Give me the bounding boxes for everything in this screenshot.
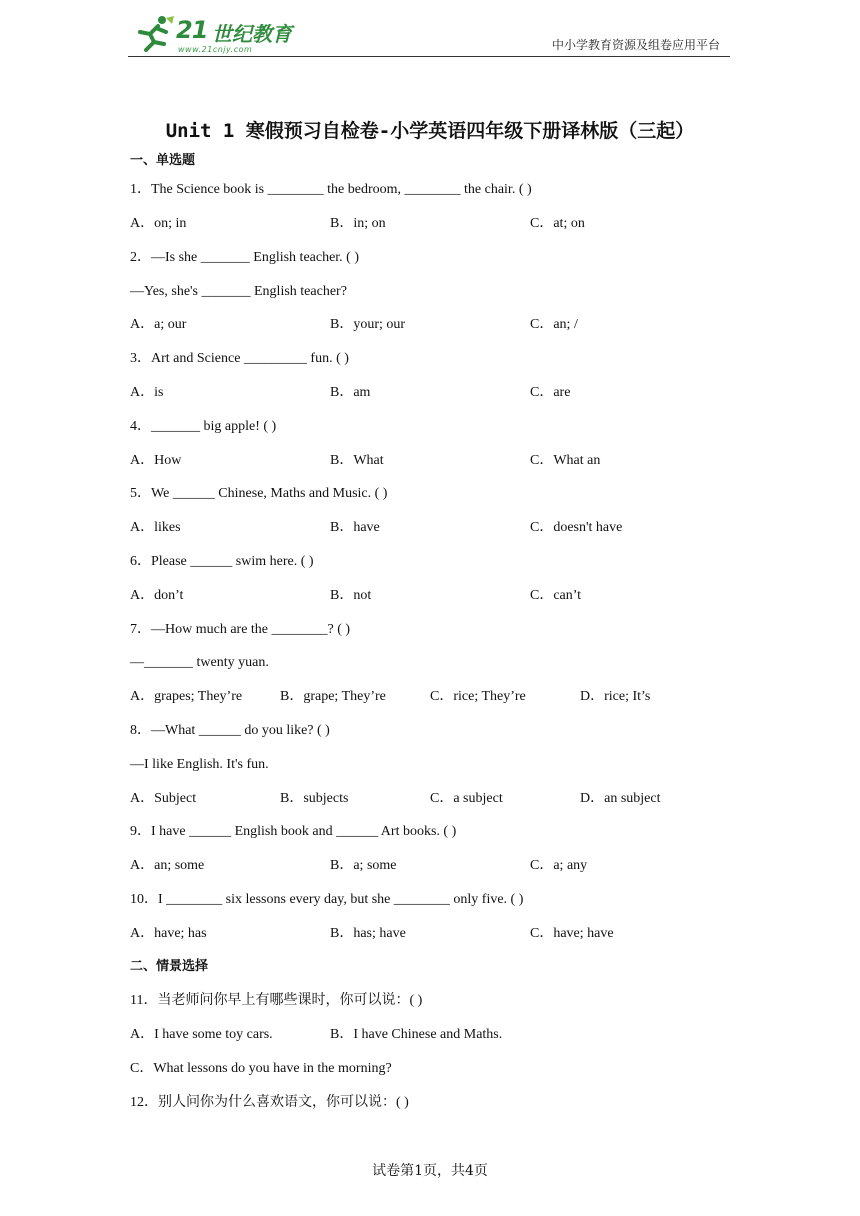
option-a: A．I have some toy cars. xyxy=(130,1027,273,1042)
option-b: B．have xyxy=(330,520,380,535)
option-c: C．a; any xyxy=(530,858,588,873)
option-b: B．has; have xyxy=(330,926,406,941)
logo-name: 世纪教育 xyxy=(212,22,292,46)
option-a: A．have; has xyxy=(130,926,207,941)
option-d: D．rice; It’s xyxy=(580,689,651,704)
option-a: A．an; some xyxy=(130,858,205,873)
question-stem: 9．I have ______ English book and ______ Art books. ( ) xyxy=(130,824,457,839)
platform-name: 中小学教育资源及组卷应用平台 xyxy=(551,38,720,52)
runner-logo-icon xyxy=(132,14,176,54)
option-a: A．likes xyxy=(130,520,181,535)
option-c: C．What lessons do you have in the morning? xyxy=(130,1061,392,1076)
option-a: A．don’t xyxy=(130,588,184,603)
option-c: C．an; / xyxy=(530,317,578,332)
option-d: D．an subject xyxy=(580,791,661,806)
section-heading: 一、单选题 xyxy=(130,153,196,168)
option-b: B．subjects xyxy=(280,791,349,806)
option-b: B．in; on xyxy=(330,216,386,231)
option-c: C．doesn't have xyxy=(530,520,623,535)
page-footer: 试卷第1页，共4页 xyxy=(372,1163,488,1179)
option-c: C．are xyxy=(530,385,571,400)
site-logo xyxy=(132,12,302,56)
option-b: B．not xyxy=(330,588,372,603)
option-c: C．at; on xyxy=(530,216,585,231)
option-b: B．your; our xyxy=(330,317,406,332)
option-b: B．am xyxy=(330,385,371,400)
option-c: C．rice; They’re xyxy=(430,689,526,704)
option-a: A．on; in xyxy=(130,216,187,231)
logo-number: 21 xyxy=(176,16,208,44)
option-b: B．What xyxy=(330,453,384,468)
question-stem: 5．We ______ Chinese, Maths and Music. ( ) xyxy=(130,486,388,501)
question-stem-line2: —Yes, she's _______ English teacher? xyxy=(130,284,347,299)
question-stem: 2．—Is she _______ English teacher. ( ) xyxy=(130,250,360,265)
question-stem: 8．—What ______ do you like? ( ) xyxy=(130,723,330,738)
question-stem: 7．—How much are the ________? ( ) xyxy=(130,622,351,637)
option-c: C．can’t xyxy=(530,588,582,603)
question-stem: 6．Please ______ swim here. ( ) xyxy=(130,554,314,569)
option-b: B．grape; They’re xyxy=(280,689,386,704)
question-stem: 11．当老师问你早上有哪些课时，你可以说：( ) xyxy=(130,993,423,1008)
option-b: B．I have Chinese and Maths. xyxy=(330,1027,503,1042)
question-stem: 3．Art and Science _________ fun. ( ) xyxy=(130,351,349,366)
option-b: B．a; some xyxy=(330,858,397,873)
section-heading: 二、情景选择 xyxy=(130,959,209,974)
question-stem: 4．_______ big apple! ( ) xyxy=(130,419,277,434)
question-stem: 12．别人问你为什么喜欢语文，你可以说：( ) xyxy=(130,1095,409,1110)
option-c: C．What an xyxy=(530,453,601,468)
option-c: C．have; have xyxy=(530,926,614,941)
option-a: A．is xyxy=(130,385,164,400)
page-title: Unit 1 寒假预习自检卷-小学英语四年级下册译林版（三起） xyxy=(165,120,695,142)
page-header xyxy=(128,8,730,57)
option-a: A．How xyxy=(130,453,182,468)
question-stem-line2: —I like English. It's fun. xyxy=(130,757,269,772)
option-c: C．a subject xyxy=(430,791,503,806)
option-a: A．grapes; They’re xyxy=(130,689,243,704)
question-stem: 1．The Science book is ________ the bedroom, ________ the chair. ( ) xyxy=(130,182,532,197)
question-stem-line2: —_______ twenty yuan. xyxy=(130,655,269,670)
option-a: A．Subject xyxy=(130,791,197,806)
question-stem: 10．I ________ six lessons every day, but she ________ only five. ( ) xyxy=(130,892,524,907)
option-a: A．a; our xyxy=(130,317,187,332)
logo-url: www.21cnjy.com xyxy=(178,45,253,54)
